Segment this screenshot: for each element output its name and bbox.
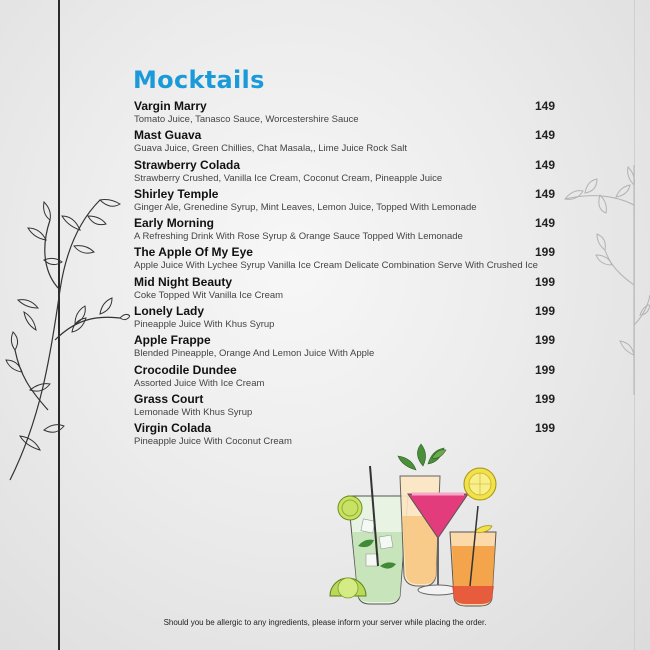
- menu-item: [134, 98, 555, 127]
- menu-item-price: 149: [534, 128, 555, 143]
- menu-item-name: Virgin Colada: [134, 421, 212, 436]
- menu-item: [134, 391, 555, 420]
- menu-item-price: 199: [534, 245, 555, 260]
- menu-item-description: Ginger Ale, Grenedine Syrup, Mint Leaves, Lemon Juice, Topped With Lemonade: [134, 201, 477, 213]
- menu-item: [134, 332, 555, 361]
- menu-item-name: Vargin Marry: [134, 99, 207, 113]
- menu-item-price: 149: [534, 157, 555, 172]
- leaf-vine-right-illustration: [560, 165, 650, 395]
- menu-item-description: Apple Juice With Lychee Syrup Vanilla Ice Cream Delicate Combination Serve With Crushed Ice: [134, 260, 538, 272]
- menu-item-price: 199: [534, 362, 555, 377]
- menu-item-name: Crocodile Dundee: [134, 362, 237, 377]
- menu-item-name: Strawberry Colada: [134, 157, 241, 172]
- menu-item: [134, 362, 555, 391]
- menu-item-description: Pineapple Juice With Coconut Cream: [134, 436, 292, 448]
- menu-item-name: Mid Night Beauty: [134, 274, 232, 289]
- menu-item-price: 199: [534, 391, 555, 406]
- menu-item-description: Assorted Juice With Ice Cream: [134, 377, 265, 389]
- menu-item: [134, 186, 555, 215]
- menu-item-price: 199: [534, 304, 555, 319]
- menu-item-description: Tomato Juice, Tanasco Sauce, Worcestershire Sauce: [134, 114, 359, 125]
- menu-item-price: 199: [534, 421, 555, 436]
- menu-item-name: Apple Frappe: [134, 333, 211, 348]
- menu-item-description: Blended Pineapple, Orange And Lemon Juice With Apple: [134, 348, 375, 360]
- menu-item: [134, 303, 555, 332]
- menu-item-name: Grass Court: [134, 391, 204, 406]
- menu-list: [134, 98, 555, 450]
- menu-item-description: Guava Juice, Green Chillies, Chat Masala,, Lime Juice Rock Salt: [134, 143, 407, 155]
- menu-item-price: 149: [534, 186, 555, 201]
- allergy-notice: Should you be allergic to any ingredients, please inform your server while placing the order.: [163, 618, 487, 627]
- menu-item-price: 149: [534, 99, 555, 113]
- menu-item: [134, 215, 555, 244]
- menu-item-name: Lonely Lady: [134, 304, 205, 319]
- menu-item-name: Early Morning: [134, 216, 215, 231]
- menu-item-name: The Apple Of My Eye: [134, 245, 253, 260]
- menu-item: [134, 274, 555, 303]
- menu-item-description: Lemonade With Khus Syrup: [134, 406, 253, 418]
- menu-item: [134, 157, 555, 186]
- menu-item-description: Strawberry Crushed, Vanilla Ice Cream, Coconut Cream, Pineapple Juice: [134, 172, 443, 184]
- menu-item-name: Shirley Temple: [134, 186, 219, 201]
- menu-item-price: 199: [534, 274, 555, 289]
- menu-item: [134, 127, 555, 156]
- menu-item-description: A Refreshing Drink With Rose Syrup & Orange Sauce Topped With Lemonade: [134, 231, 463, 243]
- leaf-vine-left-illustration: [0, 190, 130, 490]
- menu-item-description: Coke Topped Wit Vanilla Ice Cream: [134, 289, 284, 301]
- mocktail-glasses-illustration: [328, 436, 508, 616]
- menu-item: [134, 244, 555, 273]
- menu-item-price: 149: [534, 216, 555, 231]
- section-title: Mocktails: [133, 66, 265, 94]
- menu-item-price: 199: [534, 333, 555, 348]
- menu-item-description: Pineapple Juice With Khus Syrup: [134, 319, 275, 331]
- menu-item-name: Mast Guava: [134, 128, 202, 143]
